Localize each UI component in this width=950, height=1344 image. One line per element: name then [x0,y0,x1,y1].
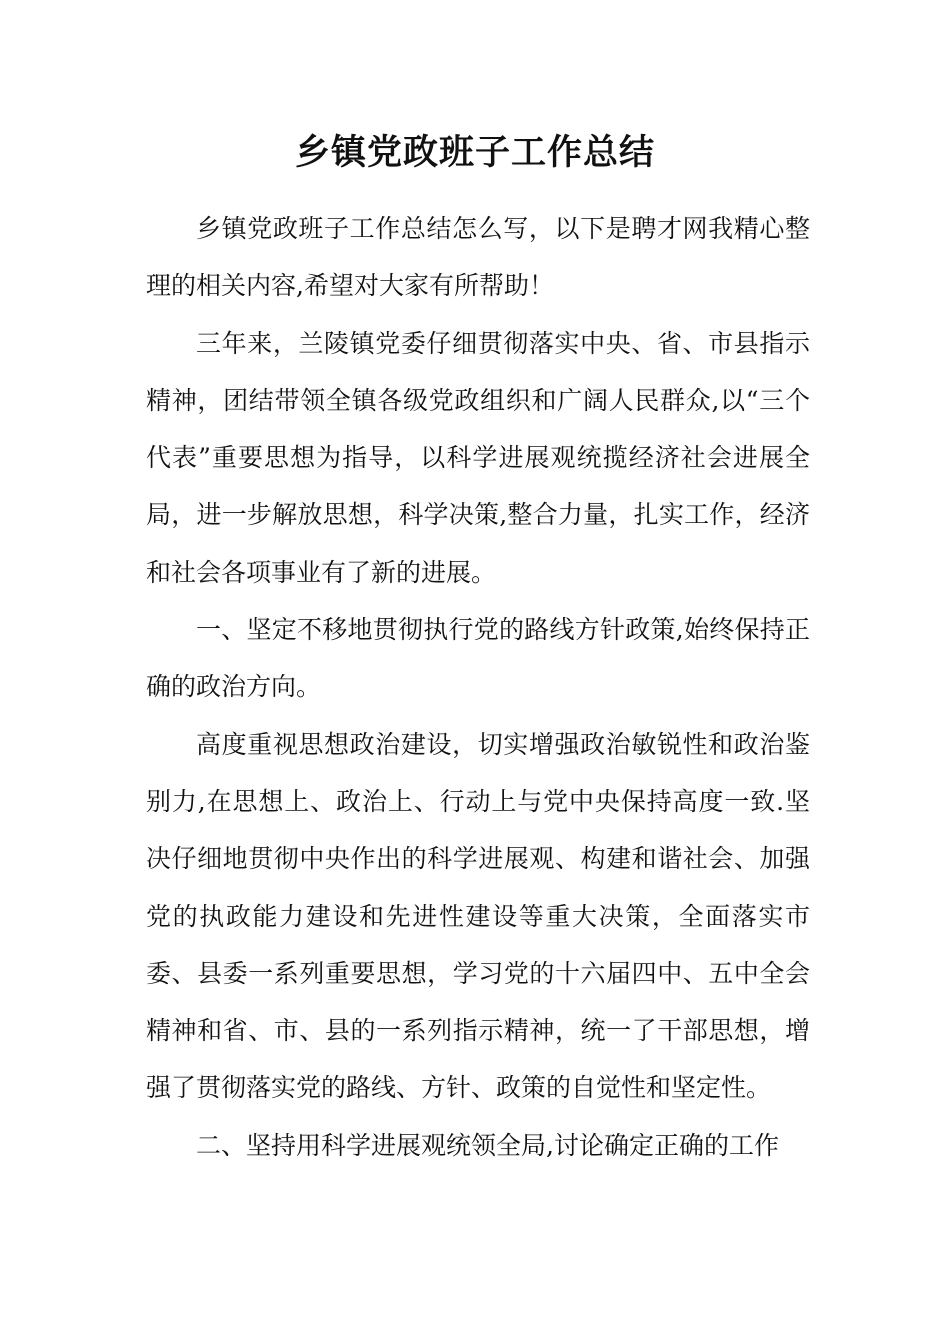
paragraph-overview: 三年来，兰陵镇党委仔细贯彻落实中央、省、市县指示精神，团结带领全镇各级党政组织和广阔人民群众,以“三个代表”重要思想为指导，以科学进展观统揽经济社会进展全局，进一步解放思想，科学决策,整合力量，扎实工作，经济和社会各项事业有了新的进展。 [146,328,810,587]
paragraph-intro: 乡镇党政班子工作总结怎么写，以下是聘才网我精心整理的相关内容,希望对大家有所帮助！ [146,214,810,301]
paragraph-section-1-body: 高度重视思想政治建设，切实增强政治敏锐性和政治鉴别力,在思想上、政治上、行动上与党中央保持高度一致.坚决仔细地贯彻中央作出的科学进展观、构建和谐社会、加强党的执政能力建设和先进性建设等重大决策，全面落实市委、县委一系列重要思想，学习党的十六届四中、五中全会精神和省、市、县的一系列指示精神，统一了干部思想，增强了贯彻落实党的路线、方针、政策的自觉性和坚定性。 [146,729,810,1103]
paragraph-section-1-heading: 一、坚定不移地贯彻执行党的路线方针政策,始终保持正确的政治方向。 [146,615,810,702]
document-title: 乡镇党政班子工作总结 [294,132,655,173]
document-body [146,200,810,1174]
paragraph-section-2-heading: 二、坚持用科学进展观统领全局,讨论确定正确的工作 [196,1130,779,1160]
